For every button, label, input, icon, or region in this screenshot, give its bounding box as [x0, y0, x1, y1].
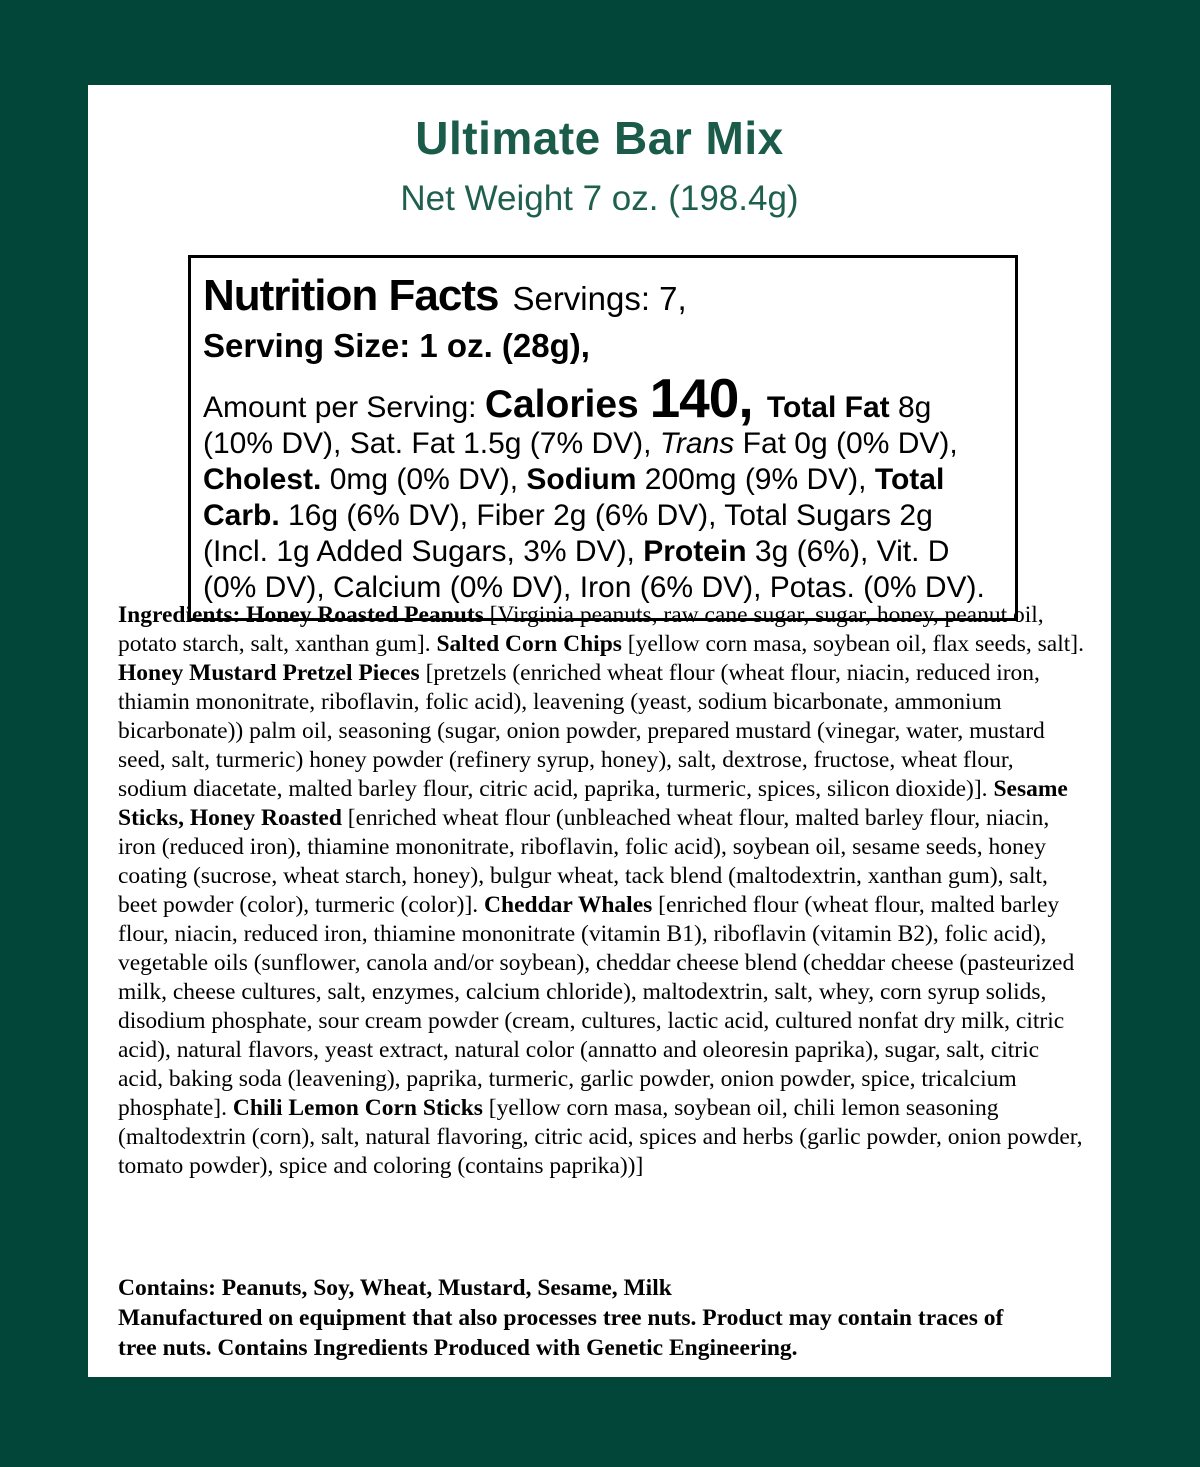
net-weight: Net Weight 7 oz. (198.4g) — [400, 179, 799, 218]
nutrition-facts-box — [188, 255, 1018, 621]
contains-line: Contains: Peanuts, Soy, Wheat, Mustard, Sesame, Milk — [118, 1275, 672, 1301]
allergen-statement — [118, 1273, 1084, 1363]
label-card — [88, 85, 1111, 1377]
serving-size-line: Serving Size: 1 oz. (28g), — [203, 327, 590, 365]
manufactured-line: Manufactured on equipment that also processes tree nuts. Product may contain traces of tree nuts. Contains Ingredients Produced with Genetic Engineering. — [118, 1305, 1004, 1361]
ingredients-paragraph: Ingredients: Honey Roasted Peanuts [Virginia peanuts, raw cane sugar, sugar, honey, peanut oil, potato starch, salt, xanthan gum]. Salted Corn Chips [yellow corn masa, soybean oil, flax seeds, salt]. Honey Mustard Pretzel Pieces [pretzels (enriched wheat flour (wheat flour, niacin, reduced iron, thiamin mononitrate, riboflavin, folic acid), leavening (yeast, sodium bicarbonate, ammonium bicarbonate)) palm oil, seasoning (sugar, onion powder, prepared mustard (vinegar, water, mustard seed, salt, turmeric) honey powder (refinery syrup, honey), salt, dextrose, fructose, wheat flour, sodium diacetate, malted barley flour, citric acid, paprika, turmeric, spices, silicon dioxide)]. Sesame Sticks, Honey Roasted [enriched wheat flour (unbleached wheat flour, malted barley flour, niacin, iron (reduced iron), thiamine mononitrate, riboflavin, folic acid), soybean oil, sesame seeds, honey coating (sucrose, wheat starch, honey), bulgur wheat, tack blend (maltodextrin, xanthan gum), salt, beet powder (color), turmeric (color)]. Cheddar Whales [enriched flour (wheat flour, malted barley flour, niacin, reduced iron, thiamine mononitrate (vitamin B1), riboflavin (vitamin B2), folic acid), vegetable oils (sunflower, canola and/or soybean), cheddar cheese blend (cheddar cheese (pasteurized milk, cheese cultures, salt, enzymes, calcium chloride), maltodextrin, salt, whey, corn syrup solids, disodium phosphate, sour cream powder (cream, cultures, lactic acid, cultured nonfat dry milk, citric acid), natural flavors, yeast extract, natural color (annatto and oleoresin paprika), sugar, salt, citric acid, baking soda (leavening), paprika, turmeric, garlic powder, onion powder, spice, tricalcium phosphate]. Chili Lemon Corn Sticks [yellow corn masa, soybean oil, chili lemon seasoning (maltodextrin (corn), salt, natural flavoring, citric acid, spices and herbs (garlic powder, onion powder, tomato powder), spice and coloring (contains paprika))] — [118, 602, 1084, 1179]
nutrition-facts-heading: Nutrition Facts Servings: 7, — [203, 271, 687, 320]
product-title: Ultimate Bar Mix — [415, 112, 784, 164]
nutrition-facts-body: Amount per Serving: Calories 140, Total Fat 8g (10% DV), Sat. Fat 1.5g (7% DV), Trans Fat 0g (0% DV), Cholest. 0mg (0% DV), Sodium 200mg (9% DV), Total Carb. 16g (6% DV), Fiber 2g (6% DV), Total Sugars 2g (Incl. 1g Added Sugars, 3% DV), Protein 3g (6%), Vit. D (0% DV), Calcium (0% DV), Iron (6% DV), Potas. (0% DV). — [203, 366, 985, 604]
